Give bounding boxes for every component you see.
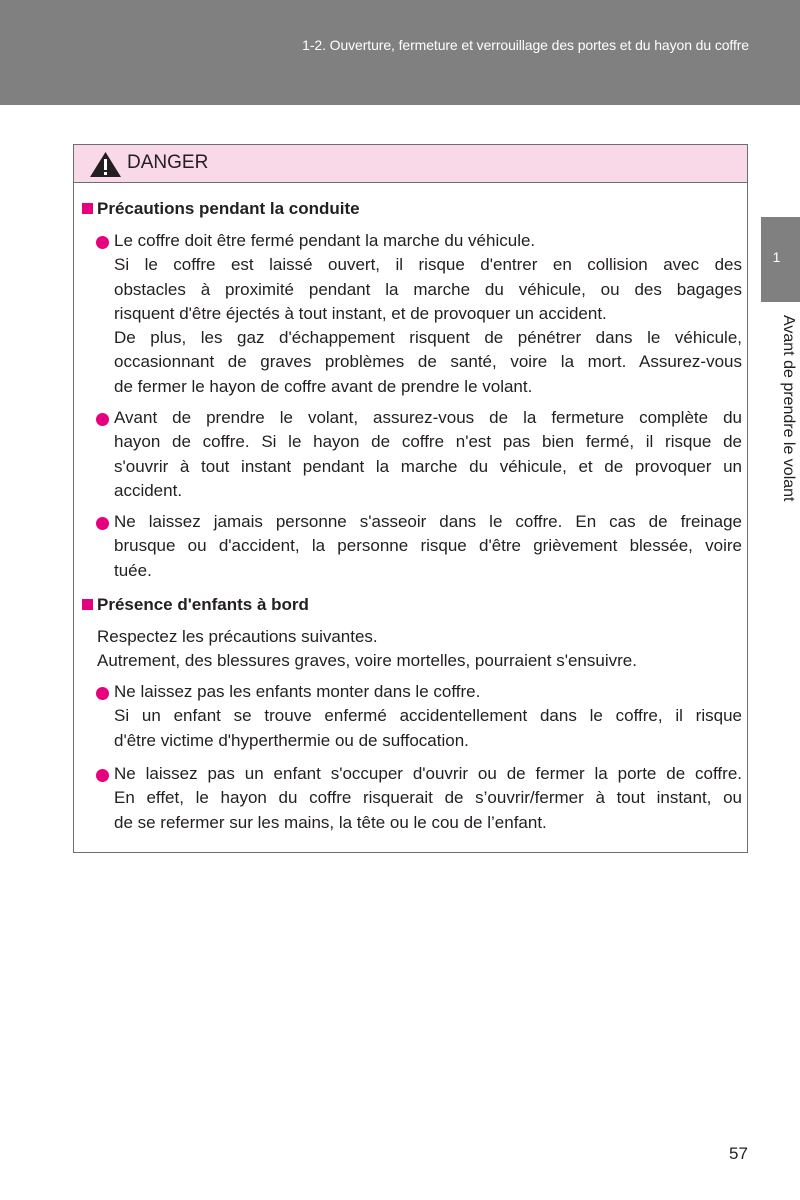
text-line: De plus, les gaz d'échappement risquent de pénétrer dans le véhicule, [114, 328, 742, 348]
chapter-tab-number: 1 [772, 249, 781, 265]
section-heading [82, 593, 309, 617]
header-band [0, 0, 800, 105]
text-line: Si un enfant se trouve enfermé accidentellement dans le coffre, il risque [114, 706, 742, 726]
bullet-icon [96, 236, 109, 249]
text-line: occasionnant de graves problèmes de santé, voire la mort. Assurez-vous [114, 352, 742, 372]
text-line: Ne laissez pas les enfants monter dans le coffre. [114, 682, 481, 701]
text-line: de fermer le hayon de coffre avant de prendre le volant. [114, 376, 533, 396]
bullet-icon [96, 413, 109, 426]
text-line: d'être victime d'hyperthermie ou de suffocation. [114, 730, 469, 750]
text-line: brusque ou d'accident, la personne risque d'être grièvement blessée, voire [114, 536, 742, 556]
list-item [114, 510, 742, 583]
text-line: tuée. [114, 560, 152, 580]
list-item [114, 229, 742, 399]
text-line: Si le coffre est laissé ouvert, il risque d'entrer en collision avec des [114, 255, 742, 275]
list-item [114, 406, 742, 503]
text-line: En effet, le hayon du coffre risquerait de s’ouvrir/fermer à tout instant, ou [114, 788, 742, 808]
danger-header [74, 145, 747, 183]
text-line: Avant de prendre le volant, assurez-vous de la fermeture complète du [114, 408, 742, 427]
warning-triangle-icon [89, 151, 122, 178]
text-line: Autrement, des blessures graves, voire mortelles, pourraient s'ensuivre. [97, 651, 637, 671]
section-heading [82, 197, 360, 221]
page-number: 57 [729, 1144, 748, 1163]
text-line: Le coffre doit être fermé pendant la marche du véhicule. [114, 231, 536, 250]
text-line: accident. [114, 480, 183, 500]
text-line: Respectez les précautions suivantes. [97, 627, 378, 646]
chapter-title: 1-2. Ouverture, fermeture et verrouillage des portes et du hayon du coffre [302, 37, 749, 53]
list-item [114, 762, 742, 835]
chapter-tab-label: Avant de prendre le volant [780, 315, 797, 502]
text-line: risquent d'être éjectés à tout instant, et de provoquer un accident. [114, 303, 607, 323]
list-item [114, 680, 742, 753]
section-heading-text: Présence d'enfants à bord [97, 595, 309, 614]
section-heading-text: Précautions pendant la conduite [97, 199, 360, 218]
danger-box [73, 144, 748, 853]
text-line: Ne laissez jamais personne s'asseoir dans le coffre. En cas de freinage [114, 512, 742, 531]
bullet-icon [96, 517, 109, 530]
text-line: de se refermer sur les mains, la tête ou le cou de l’enfant. [114, 812, 547, 832]
text-line: s'ouvrir à tout instant pendant la marche du véhicule, et de provoquer un [114, 456, 742, 476]
text-line: obstacles à proximité pendant la marche du véhicule, ou des bagages [114, 279, 742, 299]
danger-title: DANGER [127, 152, 209, 173]
square-bullet-icon [82, 203, 93, 214]
intro-paragraph [97, 625, 742, 674]
bullet-icon [96, 687, 109, 700]
bullet-icon [96, 769, 109, 782]
text-line: Ne laissez pas un enfant s'occuper d'ouvrir ou de fermer la porte de coffre. [114, 764, 742, 783]
text-line: hayon de coffre. Si le hayon de coffre n'est pas bien fermé, il risque de [114, 432, 742, 452]
chapter-tab [761, 217, 800, 302]
square-bullet-icon [82, 599, 93, 610]
